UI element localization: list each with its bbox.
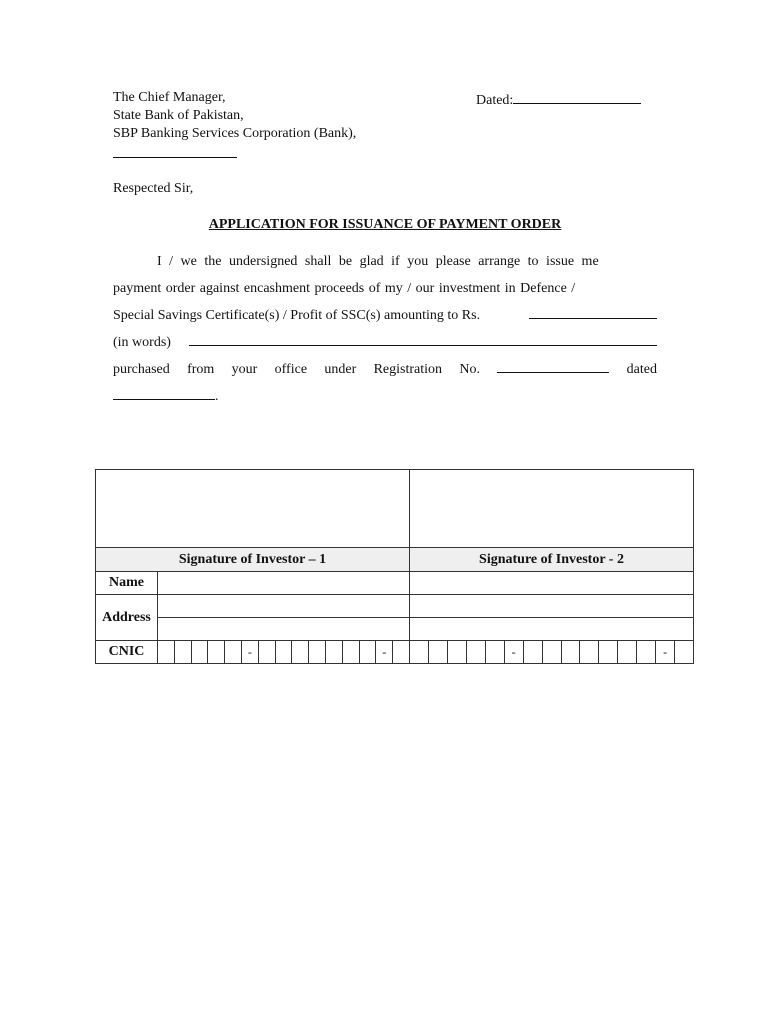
addressee-line-2: State Bank of Pakistan, xyxy=(113,108,244,123)
investor-signature-table xyxy=(95,469,694,664)
cnic-cell[interactable] xyxy=(192,641,209,663)
cnic-cell[interactable] xyxy=(410,641,429,663)
cnic-cell[interactable] xyxy=(393,641,409,663)
name-row xyxy=(96,572,694,595)
investor-2-address-field-1[interactable] xyxy=(410,595,694,618)
cnic-cell[interactable] xyxy=(618,641,637,663)
addressee-line-3: SBP Banking Services Corporation (Bank), xyxy=(113,126,357,141)
investor-2-name-field[interactable] xyxy=(410,572,694,595)
cnic-cell[interactable] xyxy=(675,641,693,663)
cnic-separator: - xyxy=(242,641,259,663)
address-row-1 xyxy=(96,595,694,618)
investor-1-label: Signature of Investor – 1 xyxy=(96,548,410,572)
body-line-2: payment order against encashment proceeds of my / our investment in Defence / xyxy=(113,281,576,296)
registration-date-blank[interactable] xyxy=(113,383,215,400)
cnic-cell[interactable] xyxy=(326,641,343,663)
cnic-separator: - xyxy=(656,641,675,663)
word-purchased: purchased xyxy=(113,362,170,377)
investor-2-label: Signature of Investor - 2 xyxy=(410,548,694,572)
addressee-blank-line[interactable] xyxy=(113,157,237,158)
cnic-cell[interactable] xyxy=(637,641,656,663)
cnic-separator: - xyxy=(376,641,393,663)
cnic-cell[interactable] xyxy=(429,641,448,663)
body-line-3-text: Special Savings Certificate(s) / Profit of SSC(s) amounting to Rs. xyxy=(113,308,481,323)
cnic-cell[interactable] xyxy=(343,641,360,663)
registration-no-blank[interactable] xyxy=(497,356,609,373)
address-label: Address xyxy=(96,595,158,641)
cnic-cell[interactable] xyxy=(292,641,309,663)
in-words-label: (in words) xyxy=(113,335,171,350)
amount-blank[interactable] xyxy=(529,302,657,319)
cnic-cell[interactable] xyxy=(524,641,543,663)
body-line-6 xyxy=(113,383,657,410)
body-line-5 xyxy=(113,356,657,383)
word-your: your xyxy=(231,362,258,377)
investor-2-signature-box[interactable] xyxy=(410,470,694,548)
word-registration: Registration xyxy=(373,362,443,377)
investor-2-address-field-2[interactable] xyxy=(410,618,694,641)
cnic-cell[interactable] xyxy=(599,641,618,663)
address-row-2 xyxy=(96,618,694,641)
cnic-row xyxy=(96,641,694,664)
investor-1-cnic-cells xyxy=(158,641,409,663)
cnic-cell[interactable] xyxy=(467,641,486,663)
dated-label: Dated: xyxy=(476,93,514,108)
investor-1-address-field-1[interactable] xyxy=(158,595,410,618)
word-under: under xyxy=(324,362,357,377)
page-title: APPLICATION FOR ISSUANCE OF PAYMENT ORDER xyxy=(208,217,562,232)
cnic-cell[interactable] xyxy=(486,641,505,663)
investor-1-signature-box[interactable] xyxy=(96,470,410,548)
body-line-1: I / we the undersigned shall be glad if you please arrange to issue me xyxy=(157,254,599,269)
dated-blank[interactable] xyxy=(513,89,641,104)
name-label: Name xyxy=(96,572,158,595)
end-mark: . xyxy=(215,389,219,404)
body-line-4 xyxy=(113,329,657,356)
cnic-cell[interactable] xyxy=(562,641,581,663)
investor-2-cnic-cells xyxy=(410,641,693,663)
dated-field xyxy=(476,89,641,110)
word-dated: dated xyxy=(626,362,657,377)
cnic-label: CNIC xyxy=(96,641,158,664)
addressee-line-1: The Chief Manager, xyxy=(113,90,226,105)
cnic-cell[interactable] xyxy=(208,641,225,663)
cnic-cell[interactable] xyxy=(360,641,377,663)
signature-box-row xyxy=(96,470,694,548)
investor-1-address-field-2[interactable] xyxy=(158,618,410,641)
body-line-3 xyxy=(113,302,657,329)
cnic-cell[interactable] xyxy=(309,641,326,663)
word-office: office xyxy=(274,362,308,377)
cnic-cell[interactable] xyxy=(175,641,192,663)
cnic-cell[interactable] xyxy=(276,641,293,663)
cnic-cell[interactable] xyxy=(580,641,599,663)
investor-1-cnic-field xyxy=(158,641,410,664)
body-paragraph xyxy=(113,248,657,410)
cnic-separator: - xyxy=(505,641,524,663)
amount-in-words-blank[interactable] xyxy=(189,329,657,346)
cnic-cell[interactable] xyxy=(158,641,175,663)
investor-1-name-field[interactable] xyxy=(158,572,410,595)
cnic-cell[interactable] xyxy=(225,641,242,663)
cnic-cell[interactable] xyxy=(259,641,276,663)
word-from: from xyxy=(187,362,215,377)
word-no: No. xyxy=(459,362,480,377)
cnic-cell[interactable] xyxy=(448,641,467,663)
cnic-cell[interactable] xyxy=(543,641,562,663)
investor-2-cnic-field xyxy=(410,641,694,664)
addressee-block xyxy=(113,89,356,143)
signature-label-row xyxy=(96,548,694,572)
salutation: Respected Sir, xyxy=(113,181,194,196)
